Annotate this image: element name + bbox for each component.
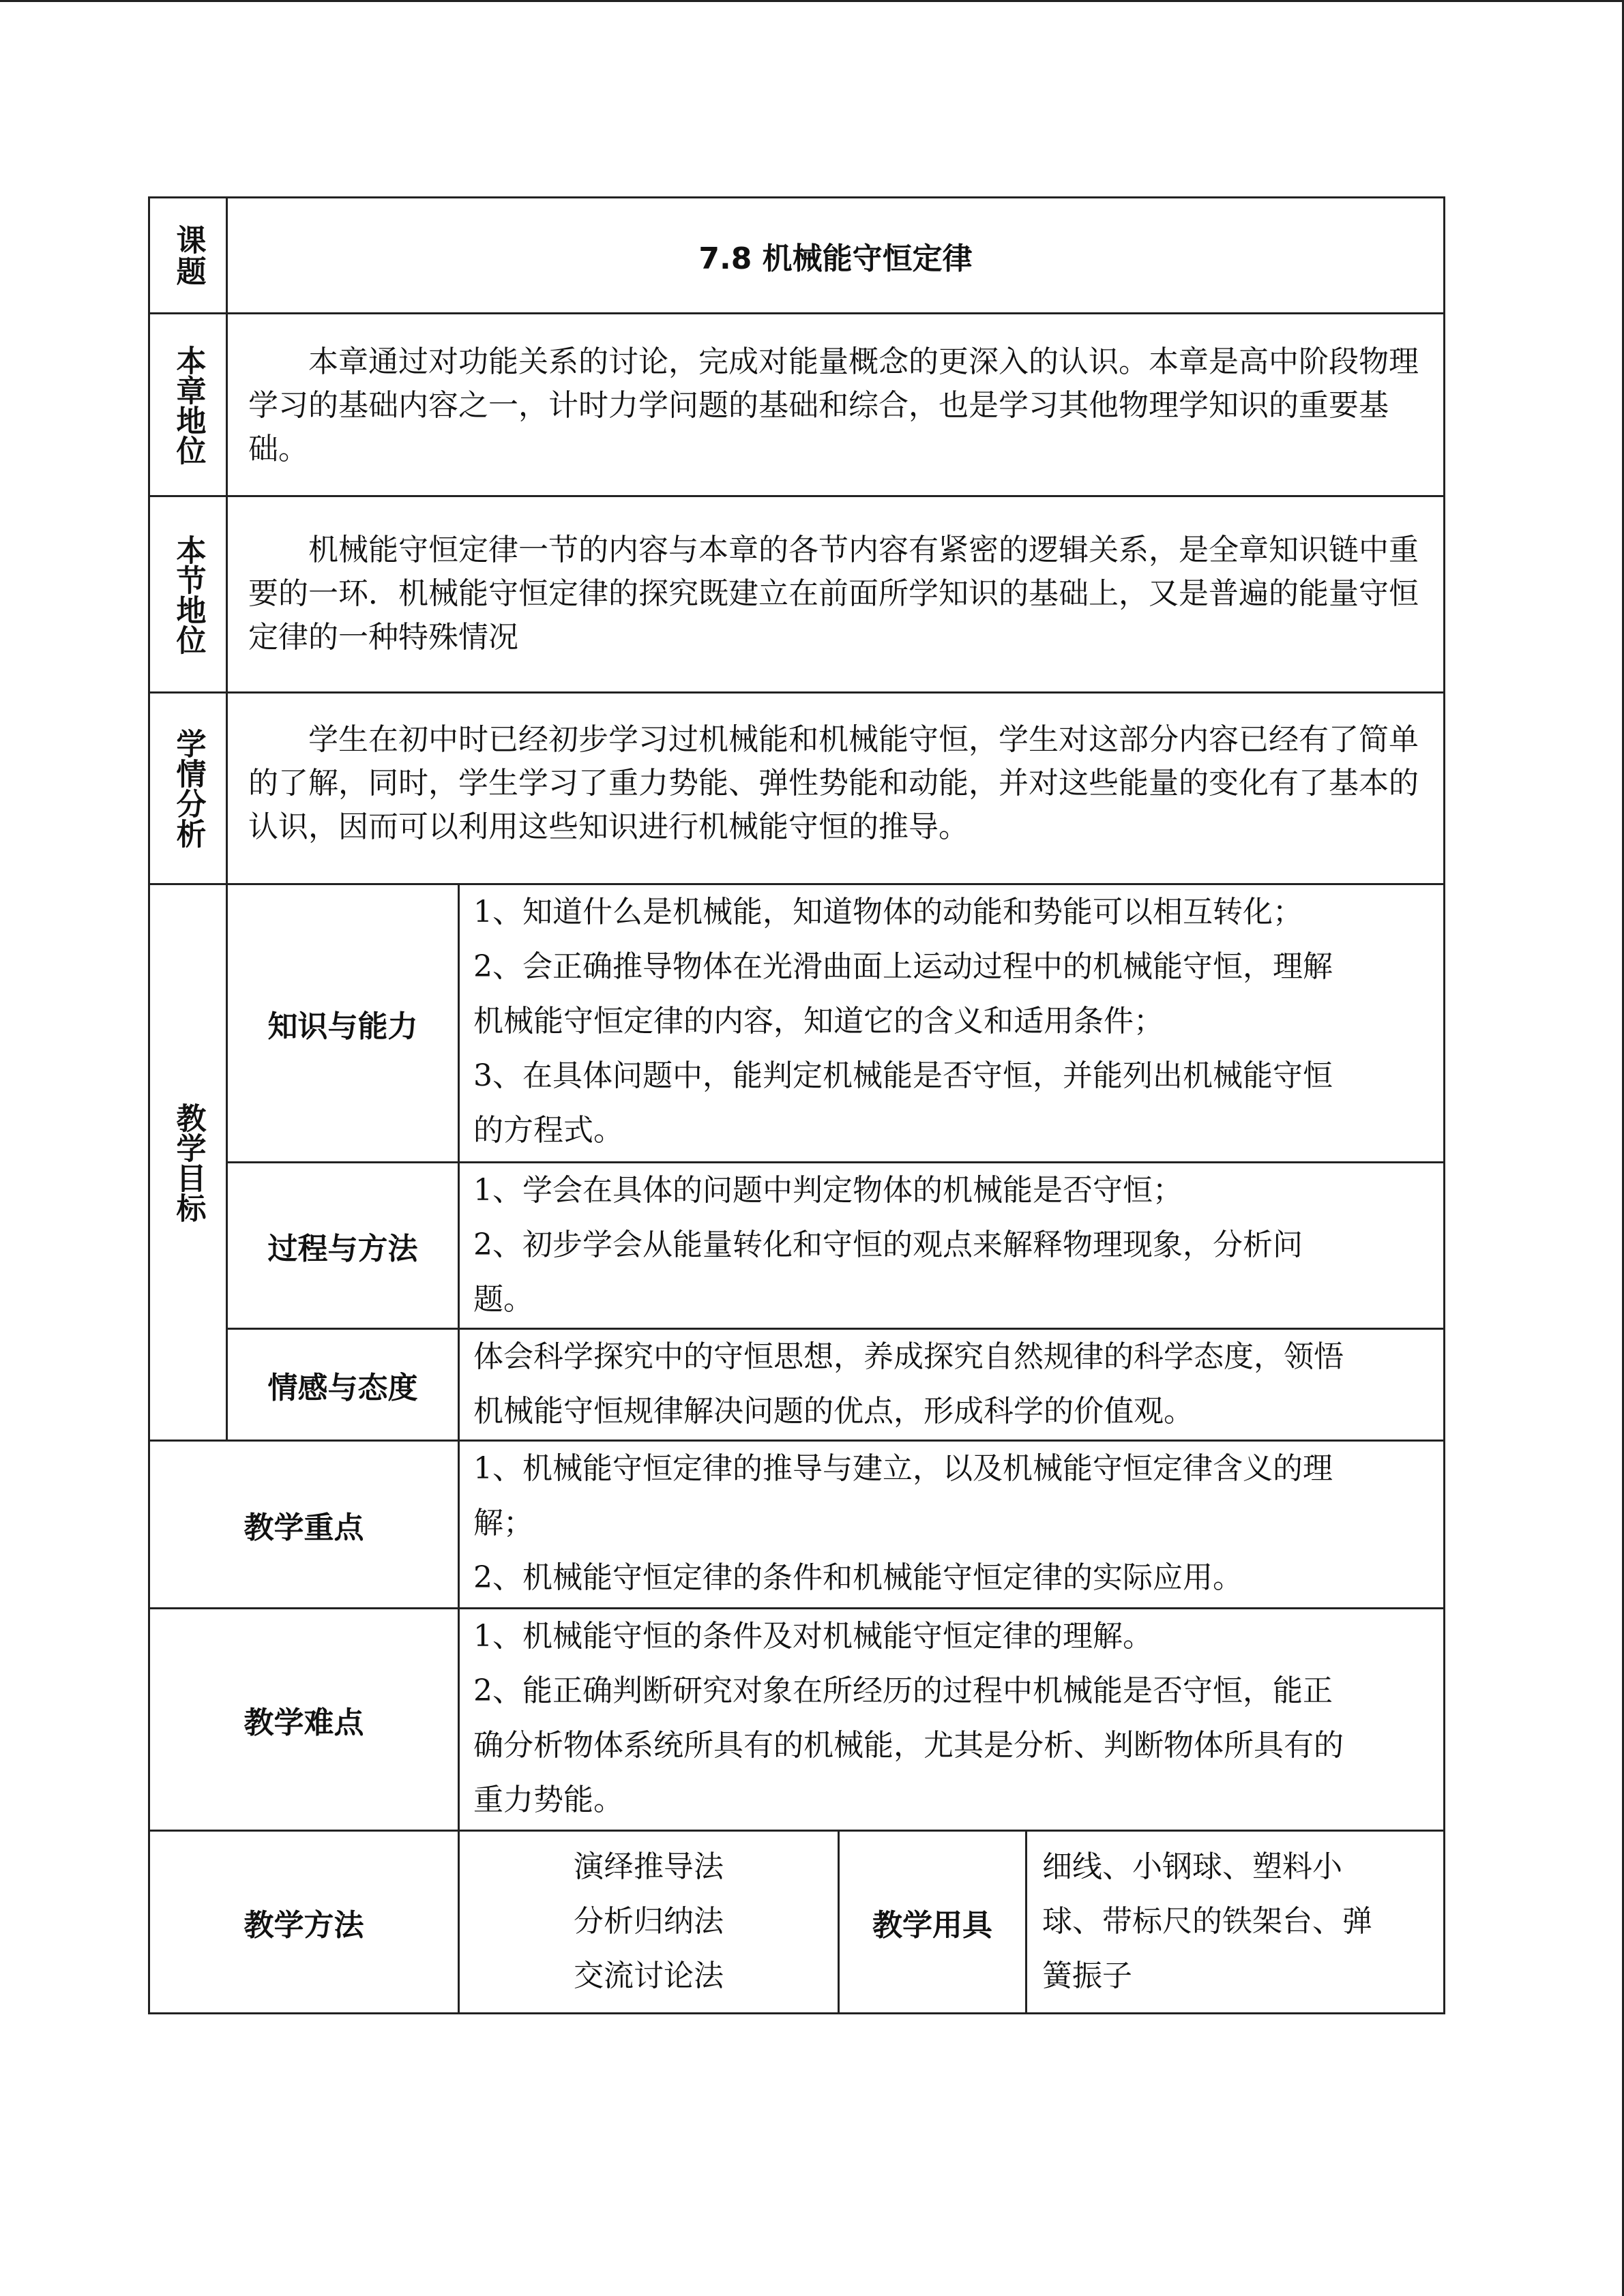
knowledge-items [460,885,1443,1161]
list-item: 2、机械能守恒定律的条件和机械能守恒定律的实际应用。 [473,1560,1243,1595]
chapter-position-label-text: 本章地位 [171,344,206,465]
row-line [148,2012,1445,2014]
student-analysis-label [150,694,226,883]
list-item: 体会科学探究中的守恒思想，养成探究自然规律的科学态度，领悟 [473,1339,1344,1374]
list-item: 1、机械能守恒定律的推导与建立，以及机械能守恒定律含义的理 [473,1451,1333,1486]
emotion-items [460,1330,1443,1440]
list-item: 球、带标尺的铁架台、弹 [1042,1904,1372,1939]
list-item: 2、能正确判断研究对象在所经历的过程中机械能是否守恒，能正 [473,1673,1333,1708]
emotion-label-text: 情感与态度 [267,1370,418,1405]
chapter-position-label [150,314,226,495]
tools-items [1027,1832,1443,2012]
student-analysis-content [228,694,1443,883]
list-item: 演绎推导法 [574,1849,724,1884]
knowledge-label-text: 知识与能力 [267,1009,418,1044]
student-analysis-label-text: 学情分析 [171,728,206,848]
title-label [150,198,226,312]
list-item: 1、学会在具体的问题中判定物体的机械能是否守恒； [473,1173,1183,1208]
process-label-text: 过程与方法 [267,1231,418,1266]
title-label-text: 课题 [171,224,206,287]
process-label [228,1163,458,1328]
section-position-content [228,497,1443,691]
key-points-label [150,1442,458,1607]
knowledge-label [228,885,458,1161]
tools-label-text: 教学用具 [872,1907,992,1943]
list-item: 机械能守恒规律解决问题的优点，形成科学的价值观。 [473,1394,1194,1429]
difficulties-label-text: 教学难点 [243,1705,364,1740]
methods-label-text: 教学方法 [243,1907,364,1943]
list-item: 3、在具体问题中，能判定机械能是否守恒，并能列出机械能守恒 [473,1058,1333,1093]
process-items [460,1163,1443,1328]
lesson-title [228,198,1443,312]
list-item: 机械能守恒定律的内容，知道它的含义和适用条件； [473,1004,1164,1039]
list-item: 簧振子 [1042,1958,1132,1993]
chapter-position-text: 本章通过对功能关系的讨论，完成对能量概念的更深入的认识。本章是高中阶段物理学习的基础内容之一，计时力学问题的基础和综合，也是学习其他物理学知识的重要基础。 [248,344,1419,466]
list-item: 2、会正确推导物体在光滑曲面上运动过程中的机械能守恒，理解 [473,949,1333,984]
objectives-label-text: 教学目标 [171,1102,206,1223]
key-points-items [460,1442,1443,1607]
lesson-title-text: 7.8 机械能守恒定律 [698,241,973,276]
list-item: 题。 [473,1282,533,1317]
difficulties-label [150,1609,458,1830]
section-position-label-text: 本节地位 [171,534,206,655]
objectives-label [150,885,226,1440]
tools-label [840,1832,1025,2012]
student-analysis-text: 学生在初中时已经初步学习过机械能和机械能守恒，学生对这部分内容已经有了简单的了解，同时，学生学习了重力势能、弹性势能和动能，并对这些能量的变化有了基本的认识，因而可以利用这些知识进行机械能守恒的推导。 [248,722,1419,844]
list-item: 交流讨论法 [574,1958,724,1993]
methods-items [460,1832,838,2012]
page-top-border [0,0,1624,2]
column-line [1443,196,1445,2014]
key-points-label-text: 教学重点 [243,1510,364,1545]
list-item: 1、机械能守恒的条件及对机械能守恒定律的理解。 [473,1619,1153,1654]
section-position-text: 机械能守恒定律一节的内容与本章的各节内容有紧密的逻辑关系，是全章知识链中重要的一环．机械能守恒定律的探究既建立在前面所学知识的基础上，又是普遍的能量守恒定律的一种特殊情况 [248,533,1419,655]
section-position-label [150,497,226,691]
list-item: 1、知道什么是机械能，知道物体的动能和势能可以相互转化； [473,895,1303,929]
difficulties-items [460,1609,1443,1830]
methods-label [150,1832,458,2012]
list-item: 细线、小钢球、塑料小 [1042,1849,1342,1884]
list-item: 的方程式。 [473,1113,623,1148]
list-item: 分析归纳法 [574,1904,724,1939]
list-item: 2、初步学会从能量转化和守恒的观点来解释物理现象，分析问 [473,1227,1303,1262]
list-item: 重力势能。 [473,1783,623,1817]
emotion-label [228,1330,458,1440]
list-item: 解； [473,1506,533,1540]
list-item: 确分析物体系统所具有的机械能，尤其是分析、判断物体所具有的 [473,1728,1344,1763]
chapter-position-content [228,314,1443,495]
